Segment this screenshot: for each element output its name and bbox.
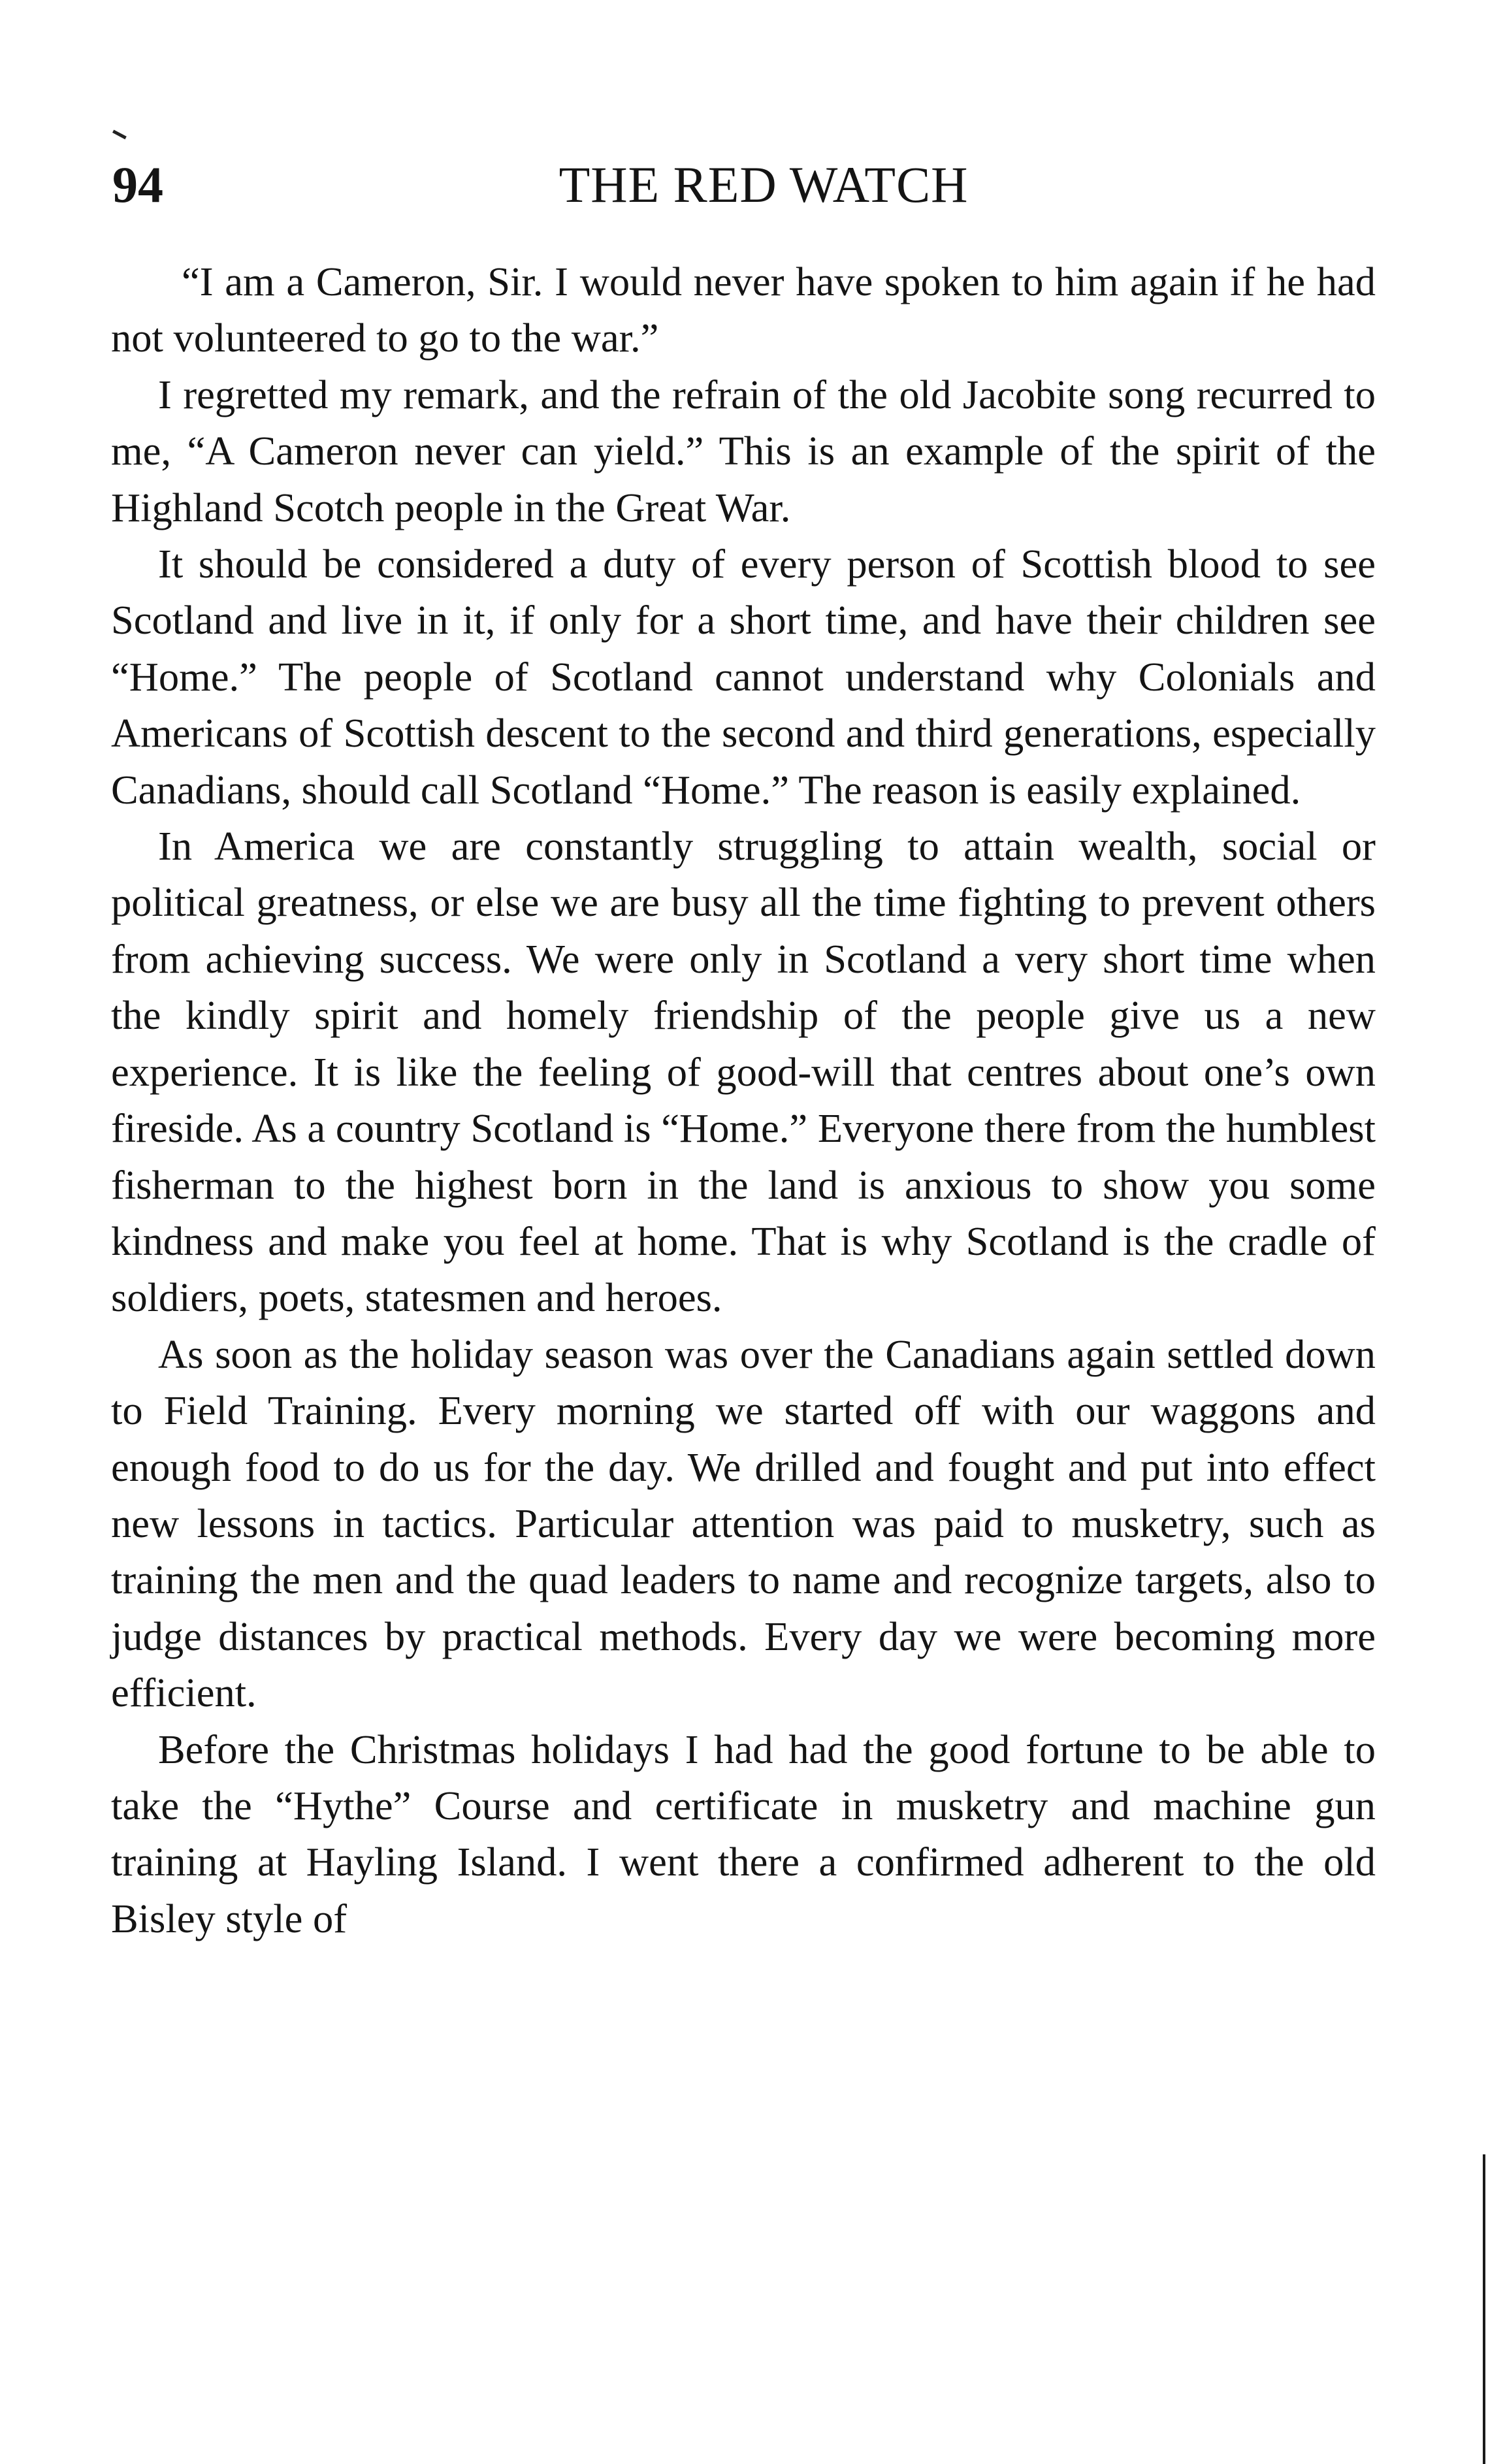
paragraph-6: Before the Christmas holidays I had had the good fortune to be able to take the “Hythe” Course and certificate in musketry and machine gun training at Hayling Island. I went there a confirmed adherent to the old Bisley style of <box>111 1726 1376 1941</box>
paragraph-4: In America we are constantly struggling to attain wealth, social or political greatness, or else we are busy all the time fighting to prevent others from achieving success. We were only in Scotland a very short time when the kindly spirit and homely friendship of the people give us a new experience. It is like the feeling of good-will that centres about one’s own fireside. As a country Scotland is “Home.” Everyone there from the humblest fisherman to the highest born in the land is anxious to show you some kindness and make you feel at home. That is why Scotland is the cradle of soldiers, poets, statesmen and heroes. <box>111 823 1376 1321</box>
page-header <box>112 149 1376 221</box>
paragraph-1: “I am a Cameron, Sir. I would never have spoken to him again if he had not volunteered to go to the war.” <box>111 259 1376 361</box>
paragraph-3: It should be considered a duty of every person of Scottish blood to see Scotland and live in it, if only for a short time, and have their children see “Home.” The people of Scotland cannot understand why Colonials and Americans of Scottish descent to the second and third generations, especially Canadians, should call Scotland “Home.” The reason is easily explained. <box>111 541 1376 813</box>
ink-mark <box>112 123 130 139</box>
paragraph-5: As soon as the holiday season was over the Canadians again settled down to Field Training. Every morning we started off with our waggons and enough food to do us for the day. We drilled and fought and put into effect new lessons in tactics. Particular attention was paid to musketry, such as training the men and the quad leaders to name and recognize targets, also to judge distances by practical methods. Every day we were becoming more efficient. <box>111 1331 1376 1716</box>
body-text <box>111 253 1376 1947</box>
page-edge-line <box>1483 2154 1485 2464</box>
paragraph-2: I regretted my remark, and the refrain of the old Jacobite song recurred to me, “A Cameron never can yield.” This is an example of the spirit of the Highland Scotch people in the Great War. <box>111 371 1376 530</box>
page-number: 94 <box>112 156 163 213</box>
running-title: THE RED WATCH <box>558 156 969 213</box>
